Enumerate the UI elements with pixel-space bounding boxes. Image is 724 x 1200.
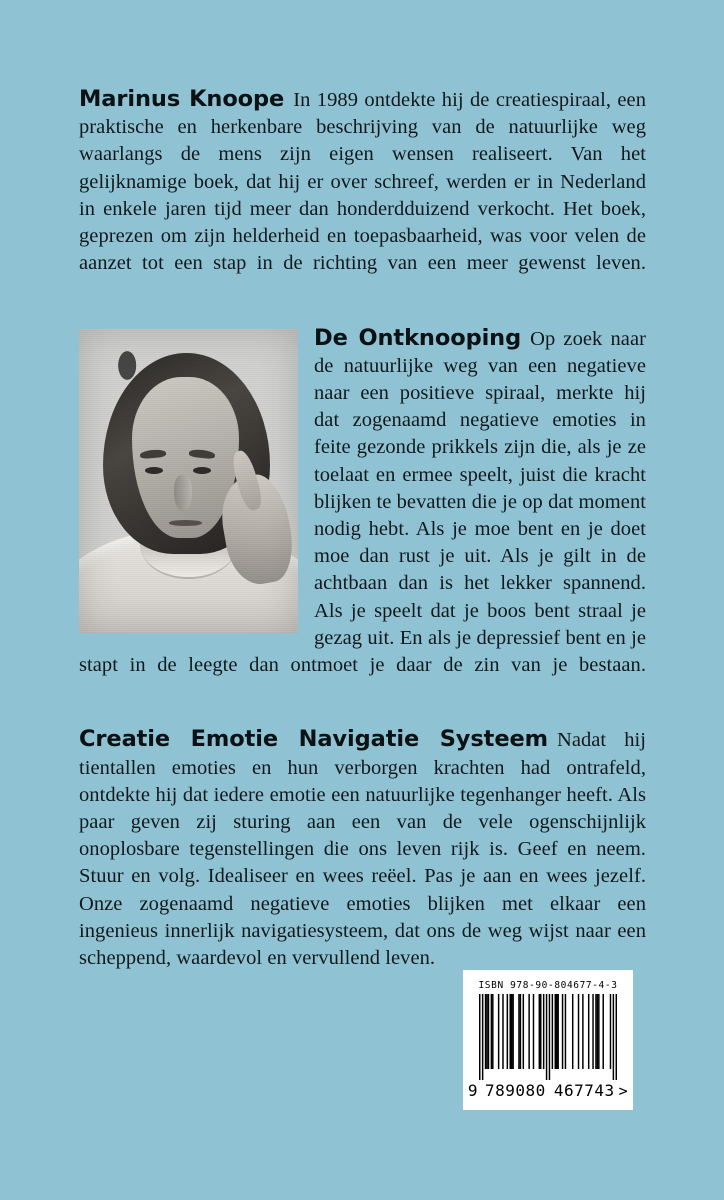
section-body-marinus-knoope: In 1989 ontdekte hij de creatiespiraal, een praktische en herkenbare beschrijving van de natuurlijke weg waarlangs de mens zijn eigen wensen realiseert. Van het gelijknamige boek, dat hij er over schreef, werden er in Nederland in enkele jaren tijd meer dan honderdduizend verkocht. Het boek, geprezen om zijn helderheid en toepasbaarheid, was voor velen de aanzet tot een stap in de richting van een meer gewenst leven. (79, 89, 646, 275)
barcode-digit-lead: 9 (467, 1081, 479, 1100)
section-paragraph (79, 726, 646, 972)
barcode-bars (479, 994, 617, 1080)
section-body-de-ontknooping: Op zoek naar de natuurlijke weg van een negatieve naar een positieve spiraal, merkte hij dat zogenaamd negatieve emoties in feite gezonde prikkels zijn die, als je ze toelaat en ermee speelt, juist die kracht blijken te bevatten die je op dat moment nodig hebt. Als je moe bent en je doet moe dan rust je uit. Als je gilt in de achtbaan dan is het lekker spannend. Als je speelt dat je boos bent straal je gezag uit. En als je depressief bent en je stapt in de leegte dan ontmoet je daar de zin van je bestaan. (79, 327, 646, 677)
isbn-barcode (463, 970, 633, 1110)
barcode-digit-group-left: 789080 (485, 1081, 546, 1100)
isbn-text: ISBN 978-90-804677-4-3 (478, 980, 618, 991)
barcode-caret: > (618, 1082, 629, 1100)
section-body-creatie-emotie-navigatie-systeem: Nadat hij tientallen emoties en hun verborgen krachten had ontrafeld, ontdekte hij dat iedere emotie een natuurlijke tegenhanger heeft. Als paar geven zij sturing aan een van de vele ogenschijnlijk onoplosbare tegenstellingen die ons leven rijk is. Geef en neem. Stuur en volg. Idealiseer en wees reëel. Pas je aan en wees jezelf. Onze zogenaamd negatieve emoties blijken met elkaar een ingenieus innerlijk navigatiesysteem, dat ons de weg wijst naar een scheppend, waardevol en vervullend leven. (79, 729, 646, 970)
section-heading-marinus-knoope: Marinus Knoope (79, 86, 285, 112)
author-portrait-photo (79, 329, 298, 633)
cover-text-column (79, 86, 646, 972)
barcode-digits (467, 1081, 629, 1100)
section-heading-de-ontknooping: De Ontknooping (314, 324, 522, 351)
section-heading-creatie-emotie-navigatie-systeem: Creatie Emotie Navigatie Systeem (79, 726, 548, 753)
section-creatie-emotie-navigatie-systeem (79, 726, 646, 972)
section-paragraph (79, 86, 646, 305)
section-marinus-knoope (79, 86, 646, 305)
photo-nose (174, 475, 192, 511)
barcode-digit-group-right: 467743 (553, 1081, 615, 1100)
section-de-ontknooping (79, 325, 646, 707)
photo-mouth (169, 520, 202, 525)
